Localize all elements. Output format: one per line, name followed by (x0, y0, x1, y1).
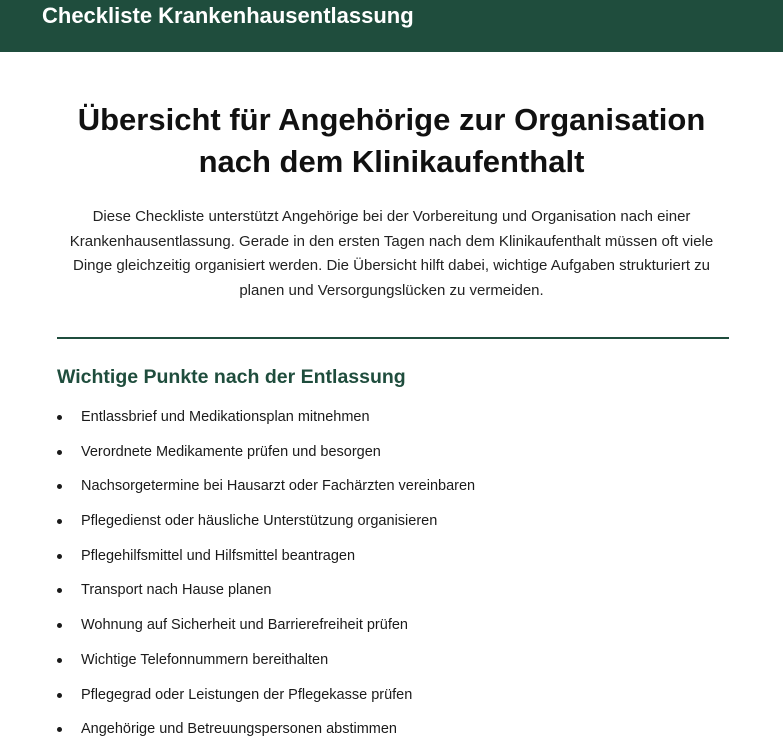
checklist-item-label: Verordnete Medikamente prüfen und besorgen (81, 443, 381, 460)
intro-text: Diese Checkliste unterstützt Angehörige bei der Vorbereitung und Organisation nach einer Krankenhausentlassung. Gerade in den ersten Tagen nach dem Klinikaufenthalt müssen oft viele Dinge gleichzeitig organisiert werden. Die Übersicht hilft dabei, wichtige Aufgaben strukturiert zu planen und Versorgungslücken zu vermeiden. (69, 208, 714, 299)
bullet-icon (57, 415, 62, 420)
checklist-item (57, 507, 737, 542)
section-divider (57, 337, 729, 339)
bullet-icon (57, 588, 62, 593)
checklist-item (57, 542, 737, 577)
checklist-item (57, 576, 737, 611)
checklist-item (57, 438, 737, 473)
checklist-item-label: Pflegegrad oder Leistungen der Pflegekasse prüfen (81, 686, 413, 703)
bullet-icon (57, 658, 62, 663)
bullet-icon (57, 693, 62, 698)
bullet-icon (57, 727, 62, 732)
bullet-icon (57, 623, 62, 628)
checklist-item-label: Wichtige Telefonnummern bereithalten (81, 651, 329, 668)
header-bar (0, 0, 783, 52)
checklist-item-label: Transport nach Hause planen (81, 582, 272, 599)
bullet-icon (57, 554, 62, 559)
checklist-item-label: Wohnung auf Sicherheit und Barrierefreiheit prüfen (81, 617, 408, 634)
checklist-item-label: Pflegedienst oder häusliche Unterstützung organisieren (81, 513, 438, 530)
header-title: Checkliste Krankenhausentlassung (42, 3, 414, 28)
checklist-item-label: Nachsorgetermine bei Hausarzt oder Fachärzten vereinbaren (81, 478, 476, 495)
checklist-item (57, 715, 737, 750)
page-title: Übersicht für Angehörige zur Organisation nach dem Klinikaufenthalt (77, 102, 706, 179)
checklist-item (57, 611, 737, 646)
checklist-item (57, 646, 737, 681)
bullet-icon (57, 450, 62, 455)
checklist-item (57, 681, 737, 716)
checklist (57, 403, 737, 750)
checklist-item (57, 403, 737, 438)
checklist-item-label: Pflegehilfsmittel und Hilfsmittel beantragen (81, 547, 356, 564)
checklist-item-label: Angehörige und Betreuungspersonen abstimmen (81, 721, 397, 738)
bullet-icon (57, 519, 62, 524)
section-heading: Wichtige Punkte nach der Entlassung (57, 366, 406, 388)
bullet-icon (57, 484, 62, 489)
checklist-item (57, 472, 737, 507)
checklist-item-label: Entlassbrief und Medikationsplan mitnehmen (81, 409, 370, 425)
